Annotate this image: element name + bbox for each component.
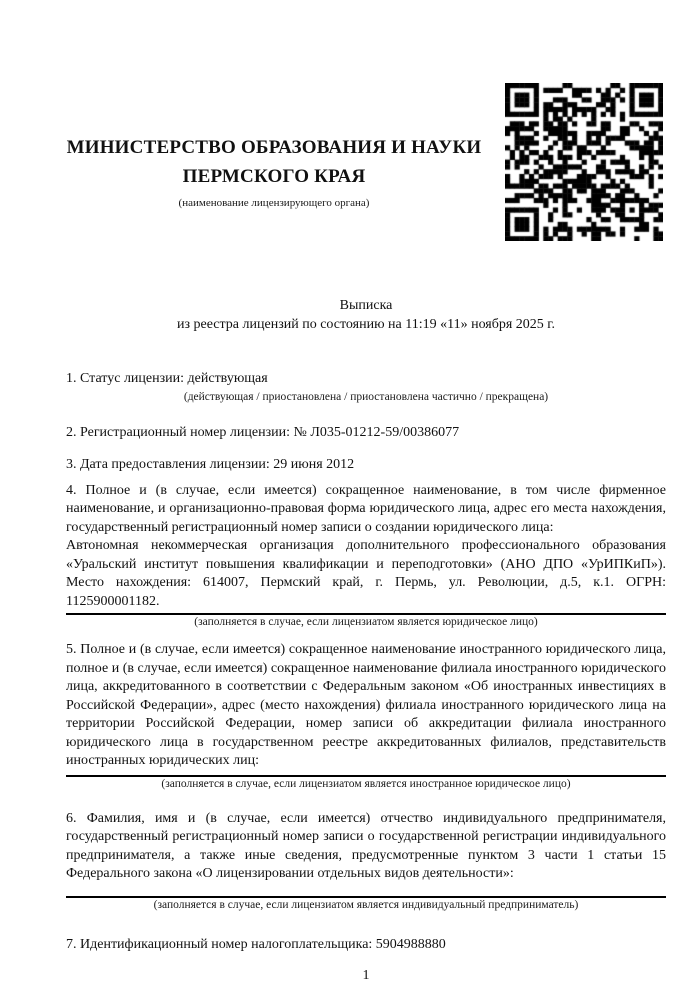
section-legal-entity	[66, 482, 666, 631]
page-number: 1	[362, 968, 370, 983]
document-title	[66, 297, 666, 334]
licensing-authority-header	[66, 133, 482, 210]
individual-entrepreneur-caption: (заполняется в случае, если лицензиатом является индивидуальный предприниматель)	[153, 898, 579, 911]
legal-entity-caption: (заполняется в случае, если лицензиатом является юридическое лицо)	[194, 616, 538, 628]
foreign-entity-heading: 5. Полное и (в случае, если имеется) сокращенное наименование иностранного юридического лица, полное и (в случае, если имеется) сокращенное наименование филиала иностранного юридического лица, аккредитованного в соответствии с Федеральным законом «Об иностранных инвестициях в Российской Федерации», адрес (место нахождения) филиала иностранного юридического лица на территории Российской Федерации, номер записи об аккредитации филиала иностранного юридического лица в государственном реестре аккредитованных филиалов, представительств иностранных юридических лиц:	[66, 642, 666, 768]
foreign-entity-caption: (заполняется в случае, если лицензиатом является иностранное юридическое лицо)	[161, 777, 571, 790]
authority-name-line1: МИНИСТЕРСТВО ОБРАЗОВАНИЯ И НАУКИ	[66, 137, 482, 158]
authority-caption: (наименование лицензирующего органа)	[178, 197, 370, 209]
section-license-status	[66, 370, 666, 405]
license-status-options-caption: (действующая / приостановлена / приостановлена частично / прекращена)	[183, 390, 549, 403]
qr-code-icon	[505, 83, 663, 241]
individual-entrepreneur-heading: 6. Фамилия, имя и (в случае, если имеется) отчество индивидуального предпринимателя, государственный регистрационный номер записи о государственной регистрации индивидуального предпринимателя, а также иные сведения, предусмотренные пунктом 3 части 1 статьи 15 Федерального закона «О лицензировании отдельных видов деятельности»:	[66, 810, 666, 881]
legal-entity-value: Автономная некоммерческая организация дополнительного профессионального образования «Уральский институт повышения квалификации и переподготовки» (АНО ДПО «УрИПКиП»). Место нахождения: 614007, Пермский край, г. Пермь, ул. Революции, д.5, к.1. ОГРН: 1125900001182.	[66, 538, 666, 609]
section-foreign-entity	[66, 641, 666, 792]
section-taxpayer-number	[66, 936, 666, 955]
legal-entity-heading: 4. Полное и (в случае, если имеется) сокращенное наименование, в том числе фирменное наименование, и организационно-правовая форма юридического лица, адрес его места нахождения, государственный регистрационный номер записи о создании юридического лица:	[66, 482, 666, 535]
license-date-text: 3. Дата предоставления лицензии: 29 июня 2012	[66, 457, 355, 472]
section-license-date	[66, 456, 666, 475]
document-title-line2: из реестра лицензий по состоянию на 11:19 «11» ноября 2025 г.	[177, 316, 555, 332]
license-status-text: 1. Статус лицензии: действующая	[66, 371, 268, 386]
registration-number-text: 2. Регистрационный номер лицензии: № Л035-01212-59/00386077	[66, 424, 460, 440]
section-individual-entrepreneur	[66, 810, 666, 913]
taxpayer-number-text: 7. Идентификационный номер налогоплательщика: 5904988880	[66, 936, 446, 952]
section-registration-number	[66, 424, 666, 443]
document-body	[66, 297, 666, 986]
authority-name-line2: ПЕРМСКОГО КРАЯ	[182, 166, 366, 187]
document-title-line1: Выписка	[339, 298, 393, 313]
